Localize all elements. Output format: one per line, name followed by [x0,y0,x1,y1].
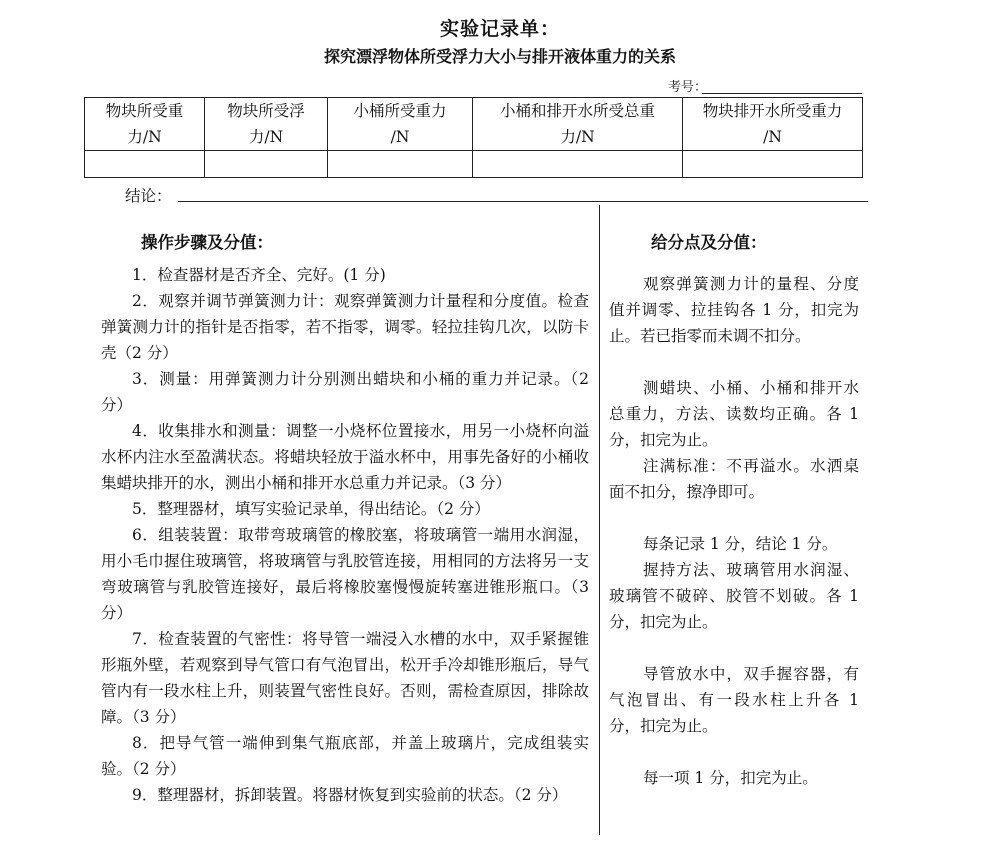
scoring-point: 每一项 1 分，扣完为止。 [643,769,818,787]
scoring-point: 注满标准：不再溢水。水洒桌面不扣分，擦净即可。 [609,457,859,501]
column-header-bucket-water-weight: 小桶和排开水所受总重 力/N [473,98,683,151]
record-table-entry-row [85,151,863,178]
procedure-section [101,230,589,808]
column-divider [599,205,600,835]
column-header-buoyant-force: 物块所受浮 力/N [205,98,328,151]
record-table-header-row [85,98,863,151]
column-header-block-weight: 物块所受重 力/N [85,98,205,151]
entry-cell-displaced-water-weight[interactable] [683,151,863,178]
entry-cell-bucket-weight[interactable] [328,151,473,178]
scoring-point: 观察弹簧测力计的量程、分度值并调零、拉挂钩各 1 分，扣完为止。若已指零而未调不扣分。 [609,275,859,345]
page-title: 实验记录单： [439,18,560,40]
procedure-step: 3．测量：用弹簧测力计分别测出蜡块和小桶的重力并记录。（2 分） [101,370,589,414]
scoring-heading: 给分点及分值： [651,233,767,252]
scoring-section [609,230,859,791]
exam-number-field[interactable] [702,93,862,94]
column-header-bucket-weight: 小桶所受重力 /N [328,98,473,151]
procedure-step: 4．收集排水和测量：调整一小烧杯位置接水，用另一小烧杯向溢水杯内注水至盈满状态。将蜡块轻放于溢水杯中，用事先备好的小桶收集蜡块排开的水，测出小桶和排开水总重力并记录。（3 分） [101,422,589,492]
column-header-displaced-water-weight: 物块排开水所受重力 /N [683,98,863,151]
procedure-step: 7．检查装置的气密性：将导管一端浸入水槽的水中，双手紧握锥形瓶外壁，若观察到导气管口有气泡冒出，松开手冷却锥形瓶后，导气管内有一段水柱上升，则装置气密性良好。否则，需检查原因，排除故障。（3 分） [101,630,589,726]
procedure-heading: 操作步骤及分值： [141,233,273,252]
page-subtitle: 探究漂浮物体所受浮力大小与排开液体重力的关系 [323,47,676,66]
procedure-step: 1．检查器材是否齐全、完好。(1 分) [132,266,386,284]
procedure-step: 2．观察并调节弹簧测力计：观察弹簧测力计量程和分度值。检查弹簧测力计的指针是否指零，若不指零，调零。轻拉挂钩几次，以防卡壳（2 分） [101,292,589,362]
procedure-step: 6．组装装置：取带弯玻璃管的橡胶塞，将玻璃管一端用水润湿，用小毛巾握住玻璃管，将玻璃管与乳胶管连接，用相同的方法将另一支弯玻璃管与乳胶管连接好，最后将橡胶塞慢慢旋转塞进锥形瓶口。（3 分） [101,526,589,622]
entry-cell-bucket-water-weight[interactable] [473,151,683,178]
scoring-point: 测蜡块、小桶、小桶和排开水总重力，方法、读数均正确。各 1 分，扣完为止。 [609,379,859,449]
conclusion-field[interactable] [178,201,868,202]
scoring-point: 每条记录 1 分，结论 1 分。 [643,535,838,553]
procedure-step: 5．整理器材，填写实验记录单，得出结论。（2 分） [132,500,490,518]
scoring-point: 握持方法、玻璃管用水润湿、玻璃管不破碎、胶管不划破。各 1 分，扣完为止。 [609,561,859,631]
entry-cell-buoyant-force[interactable] [205,151,328,178]
procedure-step: 9．整理器材，拆卸装置。将器材恢复到实验前的状态。（2 分） [132,786,568,804]
exam-number-label: 考号： [668,80,708,95]
scoring-point: 导管放水中，双手握容器，有气泡冒出、有一段水柱上升各 1 分，扣完为止。 [609,665,859,735]
conclusion-label: 结论： [125,187,172,205]
record-table [84,97,863,178]
entry-cell-block-weight[interactable] [85,151,205,178]
procedure-step: 8．把导气管一端伸到集气瓶底部，并盖上玻璃片，完成组装实验。（2 分） [101,734,589,778]
